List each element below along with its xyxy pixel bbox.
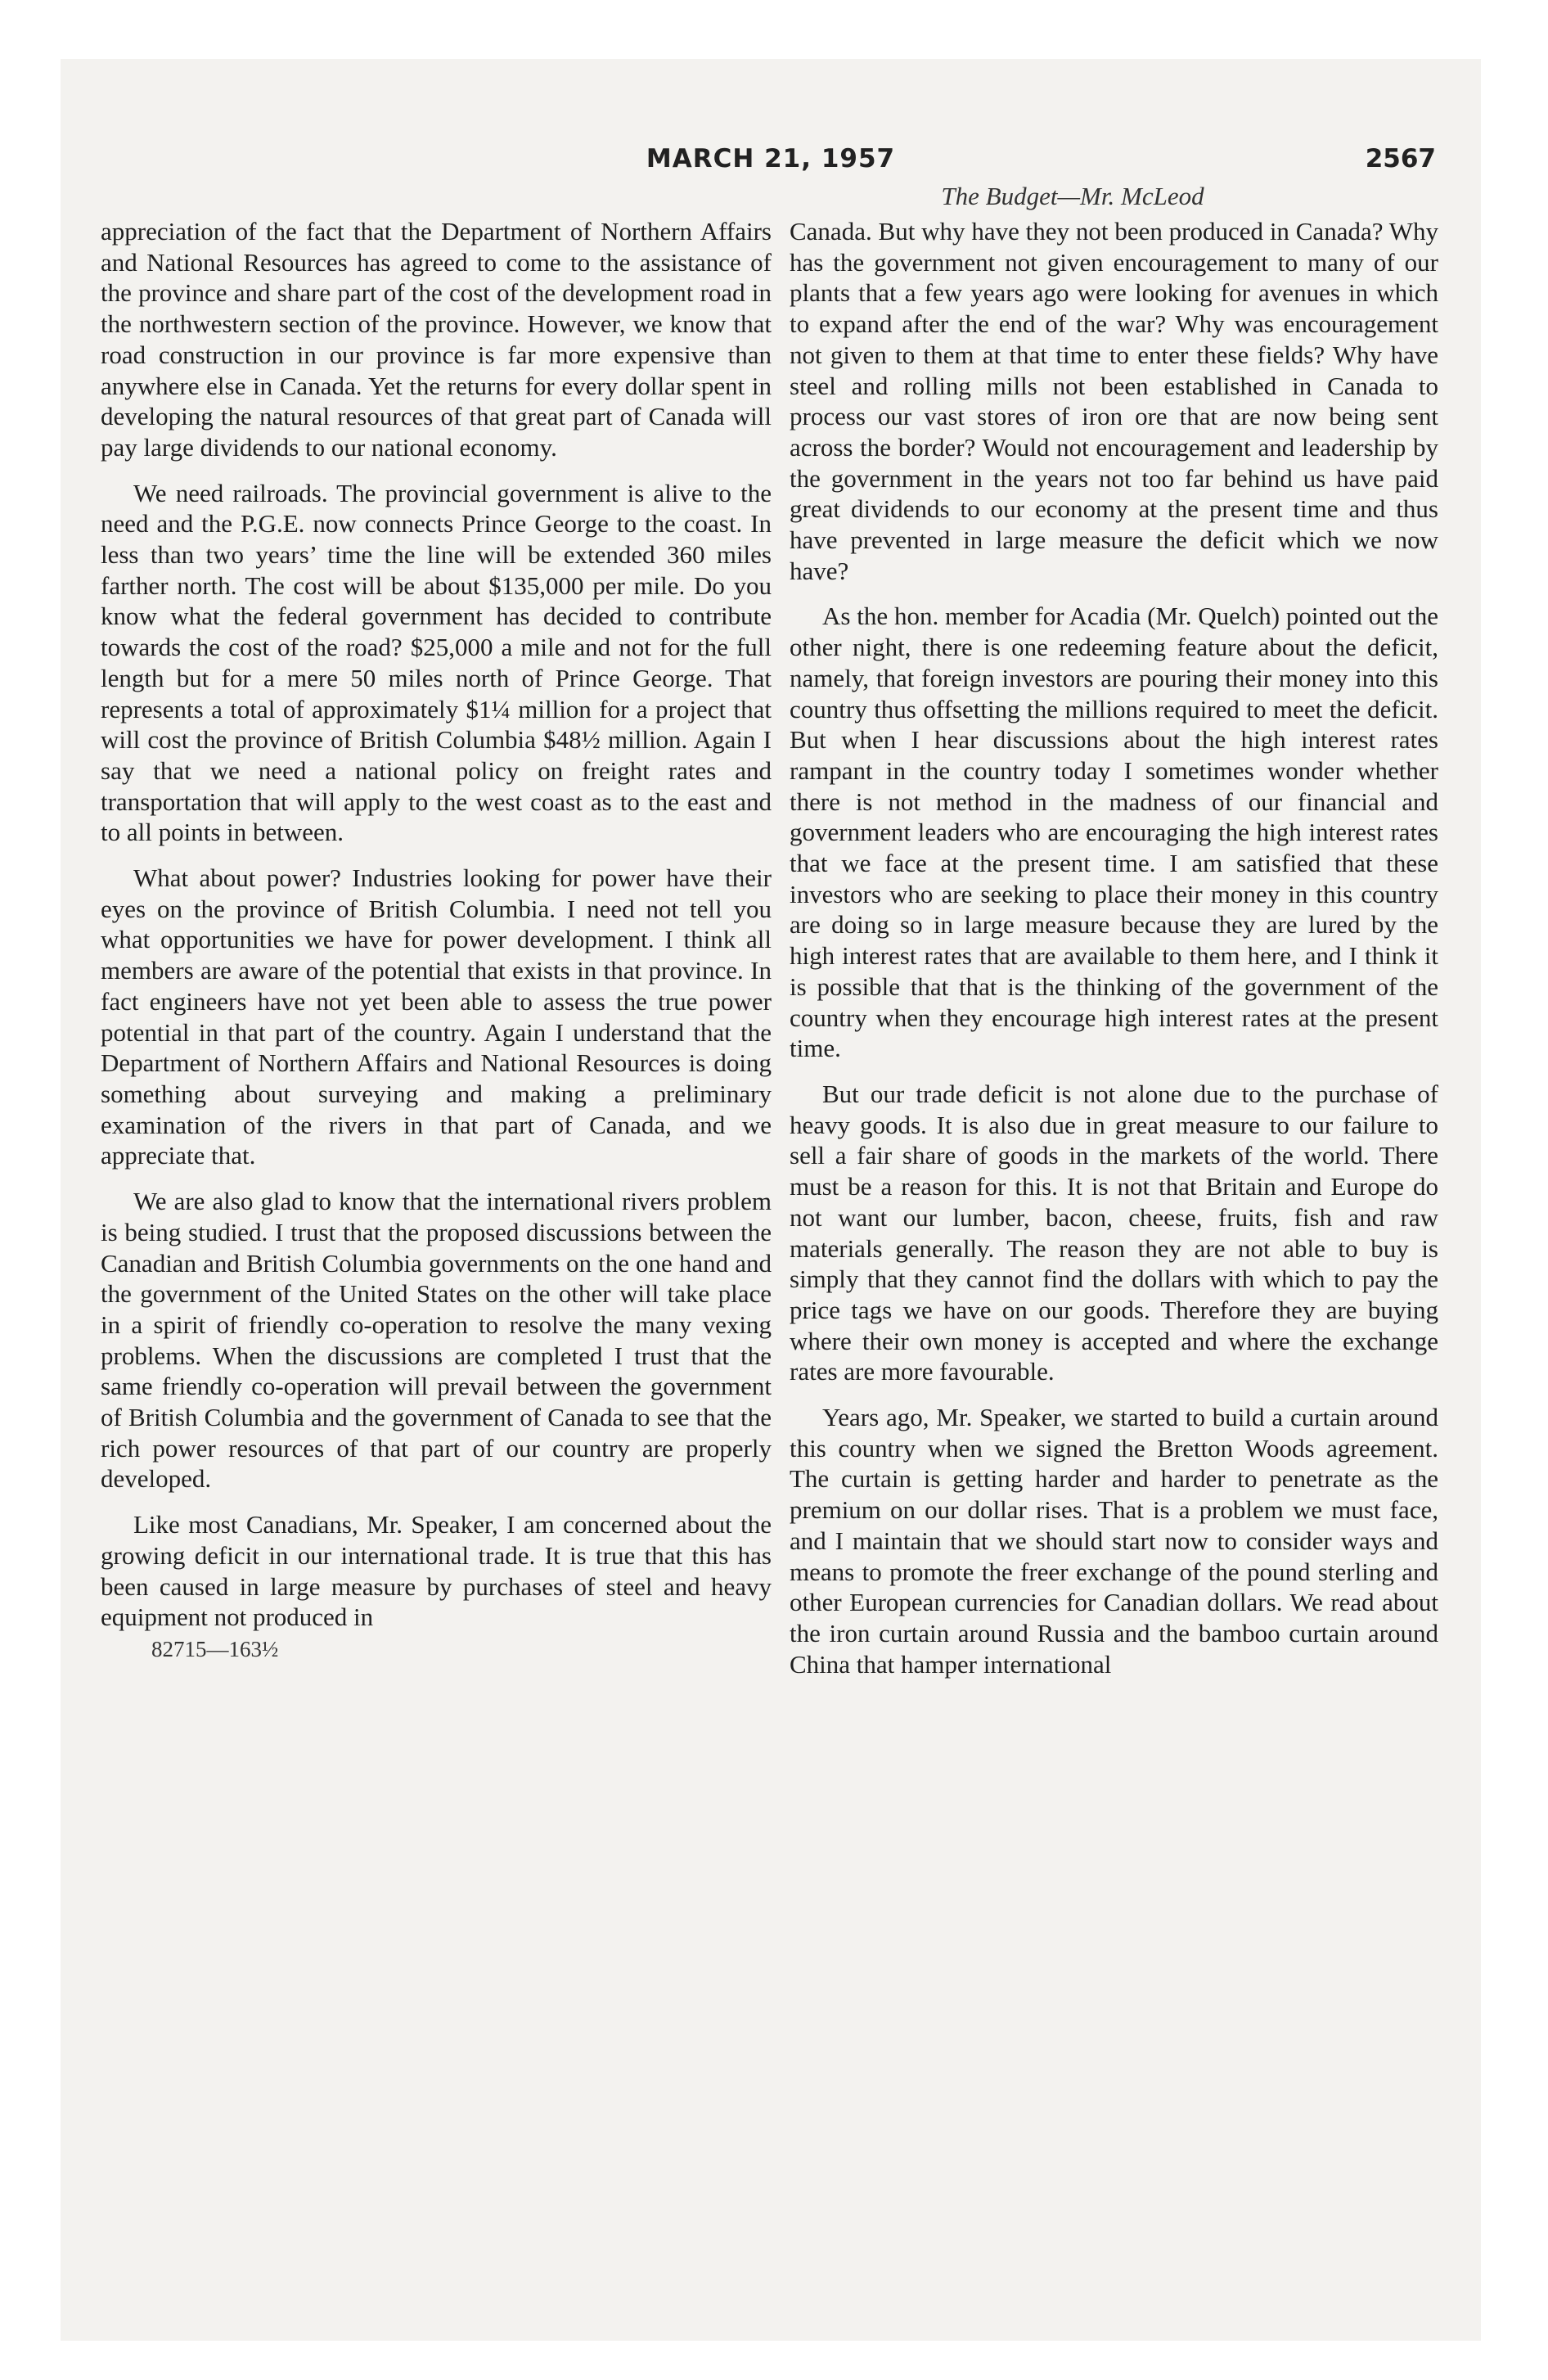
paragraph: As the hon. member for Acadia (Mr. Quelch) pointed out the other night, there is one redeeming feature about the deficit, namely, that foreign investors are pouring their money into this country thus offsetting the millions required to meet the deficit. But when I hear discussions about the high interest rates rampant in the country today I sometimes wonder whether there is not method in the madness of our financial and government leaders who are encouraging the high interest rates that we face at the present time. I am satisfied that these investors who are seeking to place their money in this country are doing so in large measure because they are lured by the high interest rates that are available to them here, and I think it is possible that that is the thinking of the government of the country when they encourage high interest rates at the present time. (790, 602, 1438, 1063)
page-number: 2567 (1365, 144, 1436, 174)
paragraph: We need railroads. The provincial government is alive to the need and the P.G.E. now connects Prince George to the coast. In less than two years’ time the line will be extended 360 miles farther north. The cost will be about $135,000 per mile. Do you know what the federal government has decided to contribute towards the cost of the road? $25,000 a mile and not for the full length but for a mere 50 miles north of Prince George. That represents a total of approximately $1¼ million for a project that will cost the province of British Columbia $48½ million. Again I say that we need a national policy on freight rates and transportation that will apply to the west coast as to the east and to all points in between. (101, 478, 772, 847)
right-column (790, 216, 1438, 1694)
page-date-header: MARCH 21, 1957 (646, 144, 896, 174)
running-subtitle: The Budget—Mr. McLeod (941, 182, 1204, 210)
paragraph: We are also glad to know that the international rivers problem is being studied. I trust that the proposed discussions between the Canadian and British Columbia governments on the one hand and the government of the United States on the other will take place in a spirit of friendly co-operation to resolve the many vexing problems. When the discussions are completed I trust that the same friendly co-operation will prevail between the government of British Columbia and the government of Canada to see that the rich power resources of that part of our country are properly developed. (101, 1187, 772, 1494)
page (61, 59, 1481, 2341)
footer-code: 82715—163½ (151, 1636, 279, 1661)
left-column (101, 216, 772, 1664)
paragraph: Like most Canadians, Mr. Speaker, I am concerned about the growing deficit in our international trade. It is true that this has been caused in large measure by purchases of steel and heavy equipment not produced in (101, 1510, 772, 1632)
paragraph: Years ago, Mr. Speaker, we started to build a curtain around this country when we signed the Bretton Woods agreement. The curtain is getting harder and harder to penetrate as the premium on our dollar rises. That is a problem we must face, and I maintain that we should start now to consider ways and means to promote the freer exchange of the pound sterling and other European currencies for Canadian dollars. We read about the iron curtain around Russia and the bamboo curtain around China that hamper international (790, 1403, 1438, 1679)
paragraph: Canada. But why have they not been produced in Canada? Why has the government not given encouragement to many of our plants that a few years ago were looking for avenues in which to expand after the end of the war? Why was encouragement not given to them at that time to enter these fields? Why have steel and rolling mills not been established in Canada to process our vast stores of iron ore that are now being sent across the border? Would not encouragement and leadership by the government in the years not too far behind us have paid great dividends to our economy at the present time and thus have prevented in large measure the deficit which we now have? (790, 217, 1438, 585)
paragraph: What about power? Industries looking for power have their eyes on the province of British Columbia. I need not tell you what opportunities we have for power development. I think all members are aware of the potential that exists in that province. In fact engineers have not yet been able to assess the true power potential in that part of the country. Again I understand that the Department of Northern Affairs and National Resources is doing something about surveying and making a preliminary examination of the rivers in that part of Canada, and we appreciate that. (101, 863, 772, 1170)
paragraph: appreciation of the fact that the Department of Northern Affairs and National Resources has agreed to come to the assistance of the province and share part of the cost of the development road in the northwestern section of the province. However, we know that road construction in our province is far more expensive than anywhere else in Canada. Yet the returns for every dollar spent in developing the natural resources of that great part of Canada will pay large dividends to our national economy. (101, 217, 772, 462)
paragraph: But our trade deficit is not alone due to the purchase of heavy goods. It is also due in great measure to our failure to sell a fair share of goods in the markets of the world. There must be a reason for this. It is not that Britain and Europe do not want our lumber, bacon, cheese, fruits, fish and raw materials generally. The reason they are not able to buy is simply that they cannot find the dollars with which to pay the price tags we have on our goods. Therefore they are buying where their own money is accepted and where the exchange rates are more favourable. (790, 1079, 1438, 1386)
